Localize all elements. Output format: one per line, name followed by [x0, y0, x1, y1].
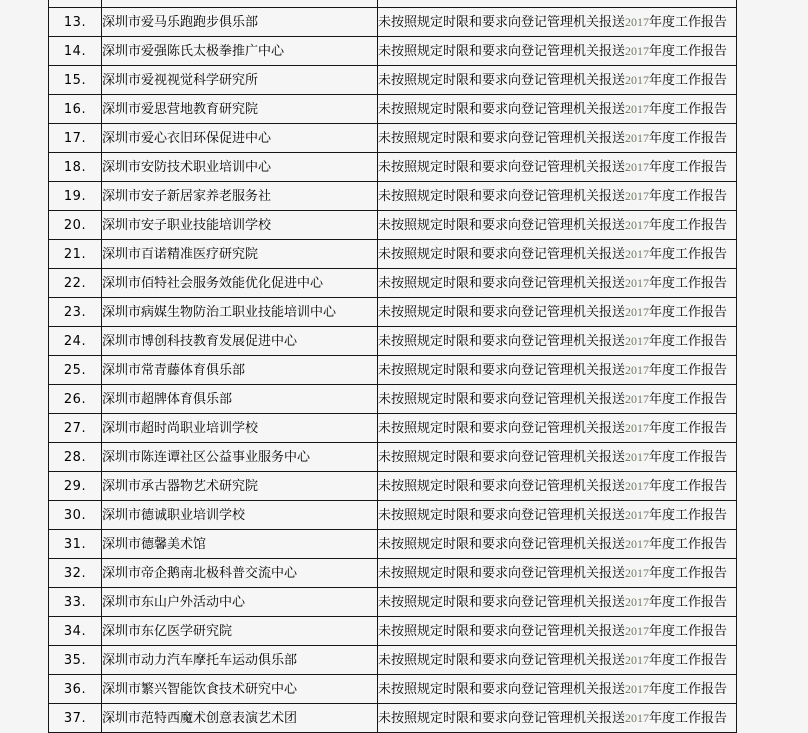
- table-row: [49, 240, 737, 269]
- row-number-cell: 13.: [49, 8, 102, 37]
- reason-text-suffix: 年度工作报告: [649, 130, 728, 146]
- reason-text-suffix: 年度工作报告: [649, 14, 728, 30]
- reason-text-prefix: 未按照规定时限和要求向登记管理机关报送: [378, 43, 626, 59]
- reason-text-suffix: 年度工作报告: [649, 623, 728, 639]
- reason-cell: [378, 414, 737, 443]
- row-number-cell: 18.: [49, 153, 102, 182]
- row-number-cell: 25.: [49, 356, 102, 385]
- reason-text-suffix: 年度工作报告: [649, 188, 728, 204]
- reason-text-prefix: 未按照规定时限和要求向登记管理机关报送: [378, 14, 626, 30]
- org-name-cell: 深圳市安防技术职业培训中心: [102, 153, 378, 182]
- reason-cell: [378, 356, 737, 385]
- reason-cell: [378, 559, 737, 588]
- org-name-cell: 深圳市超牌体育俱乐部: [102, 385, 378, 414]
- report-year: 2017: [625, 362, 650, 377]
- table-row: [49, 675, 737, 704]
- table-row: [49, 66, 737, 95]
- reason-text-suffix: 年度工作报告: [649, 72, 728, 88]
- reason-cell: [378, 443, 737, 472]
- table-row: [49, 385, 737, 414]
- table-row: [49, 501, 737, 530]
- reason-cell: [378, 588, 737, 617]
- reason-text-prefix: 未按照规定时限和要求向登记管理机关报送: [378, 391, 626, 407]
- reason-cell: [378, 385, 737, 414]
- table-row: [49, 472, 737, 501]
- org-name-cell: 深圳市安子新居家养老服务社: [102, 182, 378, 211]
- row-number-cell: 16.: [49, 95, 102, 124]
- report-year: 2017: [625, 130, 650, 145]
- reason-cell: [378, 472, 737, 501]
- org-name-cell: 深圳市超时尚职业培训学校: [102, 414, 378, 443]
- reason-text-suffix: 年度工作报告: [649, 681, 728, 697]
- org-name-cell: 深圳市帝企鹅南北极科普交流中心: [102, 559, 378, 588]
- org-name-cell: 深圳市陈连谭社区公益事业服务中心: [102, 443, 378, 472]
- reason-text-prefix: 未按照规定时限和要求向登记管理机关报送: [378, 478, 626, 494]
- reason-cell: [378, 704, 737, 733]
- report-year: 2017: [625, 159, 650, 174]
- reason-cell: [378, 646, 737, 675]
- reason-text-suffix: 年度工作报告: [649, 101, 728, 117]
- org-name-cell: 深圳市常青藤体育俱乐部: [102, 356, 378, 385]
- table-row: [49, 298, 737, 327]
- reason-cell: [378, 37, 737, 66]
- reason-text-suffix: 年度工作报告: [649, 478, 728, 494]
- report-year: 2017: [625, 536, 650, 551]
- reason-text-suffix: 年度工作报告: [649, 391, 728, 407]
- reason-cell: [378, 530, 737, 559]
- reason-text-prefix: 未按照规定时限和要求向登记管理机关报送: [378, 130, 626, 146]
- org-name-cell: 深圳市爱视视觉科学研究所: [102, 66, 378, 95]
- table-row: [49, 182, 737, 211]
- reason-text-suffix: 年度工作报告: [649, 420, 728, 436]
- reason-text-prefix: 未按照规定时限和要求向登记管理机关报送: [378, 507, 626, 523]
- reason-text-prefix: 未按照规定时限和要求向登记管理机关报送: [378, 159, 626, 175]
- reason-cell: [378, 0, 737, 8]
- table-row: [49, 559, 737, 588]
- row-number-cell: 36.: [49, 675, 102, 704]
- org-name-cell: 深圳市安子职业技能培训学校: [102, 211, 378, 240]
- row-number-cell: 15.: [49, 66, 102, 95]
- reason-cell: [378, 182, 737, 211]
- org-name-cell: 深圳市百诺精准医疗研究院: [102, 240, 378, 269]
- reason-text-suffix: 年度工作报告: [649, 246, 728, 262]
- reason-text-prefix: 未按照规定时限和要求向登记管理机关报送: [378, 536, 626, 552]
- report-year: 2017: [625, 188, 650, 203]
- reason-text-prefix: 未按照规定时限和要求向登记管理机关报送: [378, 362, 626, 378]
- row-number-cell: 23.: [49, 298, 102, 327]
- report-year: 2017: [625, 304, 650, 319]
- reason-text-prefix: 未按照规定时限和要求向登记管理机关报送: [378, 275, 626, 291]
- row-number-cell: [49, 0, 102, 8]
- report-year: 2017: [625, 420, 650, 435]
- table-row-partial-top: [49, 0, 737, 8]
- org-name-cell: 深圳市动力汽车摩托车运动俱乐部: [102, 646, 378, 675]
- report-year: 2017: [625, 391, 650, 406]
- reason-cell: [378, 240, 737, 269]
- org-name-cell: 深圳市德馨美术馆: [102, 530, 378, 559]
- reason-text-suffix: 年度工作报告: [649, 333, 728, 349]
- reason-text-suffix: 年度工作报告: [649, 507, 728, 523]
- report-year: 2017: [625, 594, 650, 609]
- org-name-cell: 深圳市爱强陈氏太极拳推广中心: [102, 37, 378, 66]
- reason-text-suffix: 年度工作报告: [649, 449, 728, 465]
- report-year: 2017: [625, 478, 650, 493]
- row-number-cell: 24.: [49, 327, 102, 356]
- reason-text-prefix: 未按照规定时限和要求向登记管理机关报送: [378, 652, 626, 668]
- reason-text-prefix: 未按照规定时限和要求向登记管理机关报送: [378, 188, 626, 204]
- row-number-cell: 33.: [49, 588, 102, 617]
- report-year: 2017: [625, 710, 650, 725]
- org-name-cell: 深圳市病媒生物防治工职业技能培训中心: [102, 298, 378, 327]
- report-year: 2017: [625, 681, 650, 696]
- reason-text-suffix: 年度工作报告: [649, 536, 728, 552]
- report-year: 2017: [625, 217, 650, 232]
- row-number-cell: 35.: [49, 646, 102, 675]
- reason-text-prefix: 未按照规定时限和要求向登记管理机关报送: [378, 710, 626, 726]
- reason-text-suffix: 年度工作报告: [649, 217, 728, 233]
- row-number-cell: 30.: [49, 501, 102, 530]
- reason-text-prefix: 未按照规定时限和要求向登记管理机关报送: [378, 101, 626, 117]
- row-number-cell: 28.: [49, 443, 102, 472]
- row-number-cell: 21.: [49, 240, 102, 269]
- row-number-cell: 31.: [49, 530, 102, 559]
- org-name-cell: 深圳市佰特社会服务效能优化促进中心: [102, 269, 378, 298]
- org-name-cell: 深圳市爱心衣旧环保促进中心: [102, 124, 378, 153]
- table-row: [49, 269, 737, 298]
- reason-cell: [378, 153, 737, 182]
- table-row: [49, 37, 737, 66]
- org-name-cell: 深圳市爱思营地教育研究院: [102, 95, 378, 124]
- reason-text-prefix: 未按照规定时限和要求向登记管理机关报送: [378, 449, 626, 465]
- reason-cell: [378, 124, 737, 153]
- row-number-cell: 29.: [49, 472, 102, 501]
- reason-cell: [378, 95, 737, 124]
- reason-text-prefix: 未按照规定时限和要求向登记管理机关报送: [378, 565, 626, 581]
- reason-text-suffix: 年度工作报告: [649, 304, 728, 320]
- reason-text-prefix: 未按照规定时限和要求向登记管理机关报送: [378, 333, 626, 349]
- table-row: [49, 211, 737, 240]
- org-name-cell: [102, 0, 378, 8]
- org-name-cell: 深圳市繁兴智能饮食技术研究中心: [102, 675, 378, 704]
- report-year: 2017: [625, 652, 650, 667]
- row-number-cell: 32.: [49, 559, 102, 588]
- org-name-cell: 深圳市博创科技教育发展促进中心: [102, 327, 378, 356]
- row-number-cell: 22.: [49, 269, 102, 298]
- table-row: [49, 95, 737, 124]
- table-row: [49, 646, 737, 675]
- reason-text-suffix: 年度工作报告: [649, 159, 728, 175]
- reason-text-prefix: 未按照规定时限和要求向登记管理机关报送: [378, 304, 626, 320]
- reason-text-suffix: 年度工作报告: [649, 710, 728, 726]
- reason-text-suffix: 年度工作报告: [649, 362, 728, 378]
- org-name-cell: 深圳市爱马乐跑跑步俱乐部: [102, 8, 378, 37]
- reason-text-suffix: 年度工作报告: [649, 275, 728, 291]
- table-row: [49, 588, 737, 617]
- org-name-cell: 深圳市东山户外活动中心: [102, 588, 378, 617]
- reason-cell: [378, 66, 737, 95]
- report-year: 2017: [625, 449, 650, 464]
- reason-text-prefix: 未按照规定时限和要求向登记管理机关报送: [378, 594, 626, 610]
- row-number-cell: 20.: [49, 211, 102, 240]
- table-row: [49, 124, 737, 153]
- reason-text-suffix: 年度工作报告: [649, 652, 728, 668]
- reason-text-prefix: 未按照规定时限和要求向登记管理机关报送: [378, 420, 626, 436]
- row-number-cell: 26.: [49, 385, 102, 414]
- report-year: 2017: [625, 565, 650, 580]
- table-row: [49, 704, 737, 733]
- row-number-cell: 19.: [49, 182, 102, 211]
- reason-text-suffix: 年度工作报告: [649, 565, 728, 581]
- org-name-cell: 深圳市东亿医学研究院: [102, 617, 378, 646]
- table-row: [49, 414, 737, 443]
- report-year: 2017: [625, 43, 650, 58]
- reason-cell: [378, 327, 737, 356]
- report-year: 2017: [625, 101, 650, 116]
- reason-cell: [378, 501, 737, 530]
- table-row: [49, 617, 737, 646]
- row-number-cell: 17.: [49, 124, 102, 153]
- org-name-cell: 深圳市德诚职业培训学校: [102, 501, 378, 530]
- table-row: [49, 443, 737, 472]
- reason-text-prefix: 未按照规定时限和要求向登记管理机关报送: [378, 72, 626, 88]
- report-year: 2017: [625, 275, 650, 290]
- reason-text-suffix: 年度工作报告: [649, 43, 728, 59]
- table-row: [49, 356, 737, 385]
- reason-cell: [378, 211, 737, 240]
- table-row: [49, 530, 737, 559]
- table-row: [49, 327, 737, 356]
- reason-cell: [378, 269, 737, 298]
- reason-text-prefix: 未按照规定时限和要求向登记管理机关报送: [378, 681, 626, 697]
- report-year: 2017: [625, 623, 650, 638]
- reason-text-prefix: 未按照规定时限和要求向登记管理机关报送: [378, 623, 626, 639]
- reason-text-prefix: 未按照规定时限和要求向登记管理机关报送: [378, 246, 626, 262]
- reason-cell: [378, 617, 737, 646]
- org-name-cell: 深圳市承古器物艺术研究院: [102, 472, 378, 501]
- row-number-cell: 14.: [49, 37, 102, 66]
- reason-cell: [378, 298, 737, 327]
- reason-cell: [378, 675, 737, 704]
- row-number-cell: 27.: [49, 414, 102, 443]
- reason-cell: [378, 8, 737, 37]
- reason-text-prefix: 未按照规定时限和要求向登记管理机关报送: [378, 217, 626, 233]
- table-row: [49, 8, 737, 37]
- table-row: [49, 153, 737, 182]
- row-number-cell: 34.: [49, 617, 102, 646]
- org-list-table: [48, 0, 737, 733]
- row-number-cell: 37.: [49, 704, 102, 733]
- org-name-cell: 深圳市范特西魔术创意表演艺术团: [102, 704, 378, 733]
- report-year: 2017: [625, 246, 650, 261]
- reason-text-suffix: 年度工作报告: [649, 594, 728, 610]
- report-year: 2017: [625, 333, 650, 348]
- report-year: 2017: [625, 72, 650, 87]
- report-year: 2017: [625, 507, 650, 522]
- org-list-body: [49, 0, 737, 733]
- report-year: 2017: [625, 14, 650, 29]
